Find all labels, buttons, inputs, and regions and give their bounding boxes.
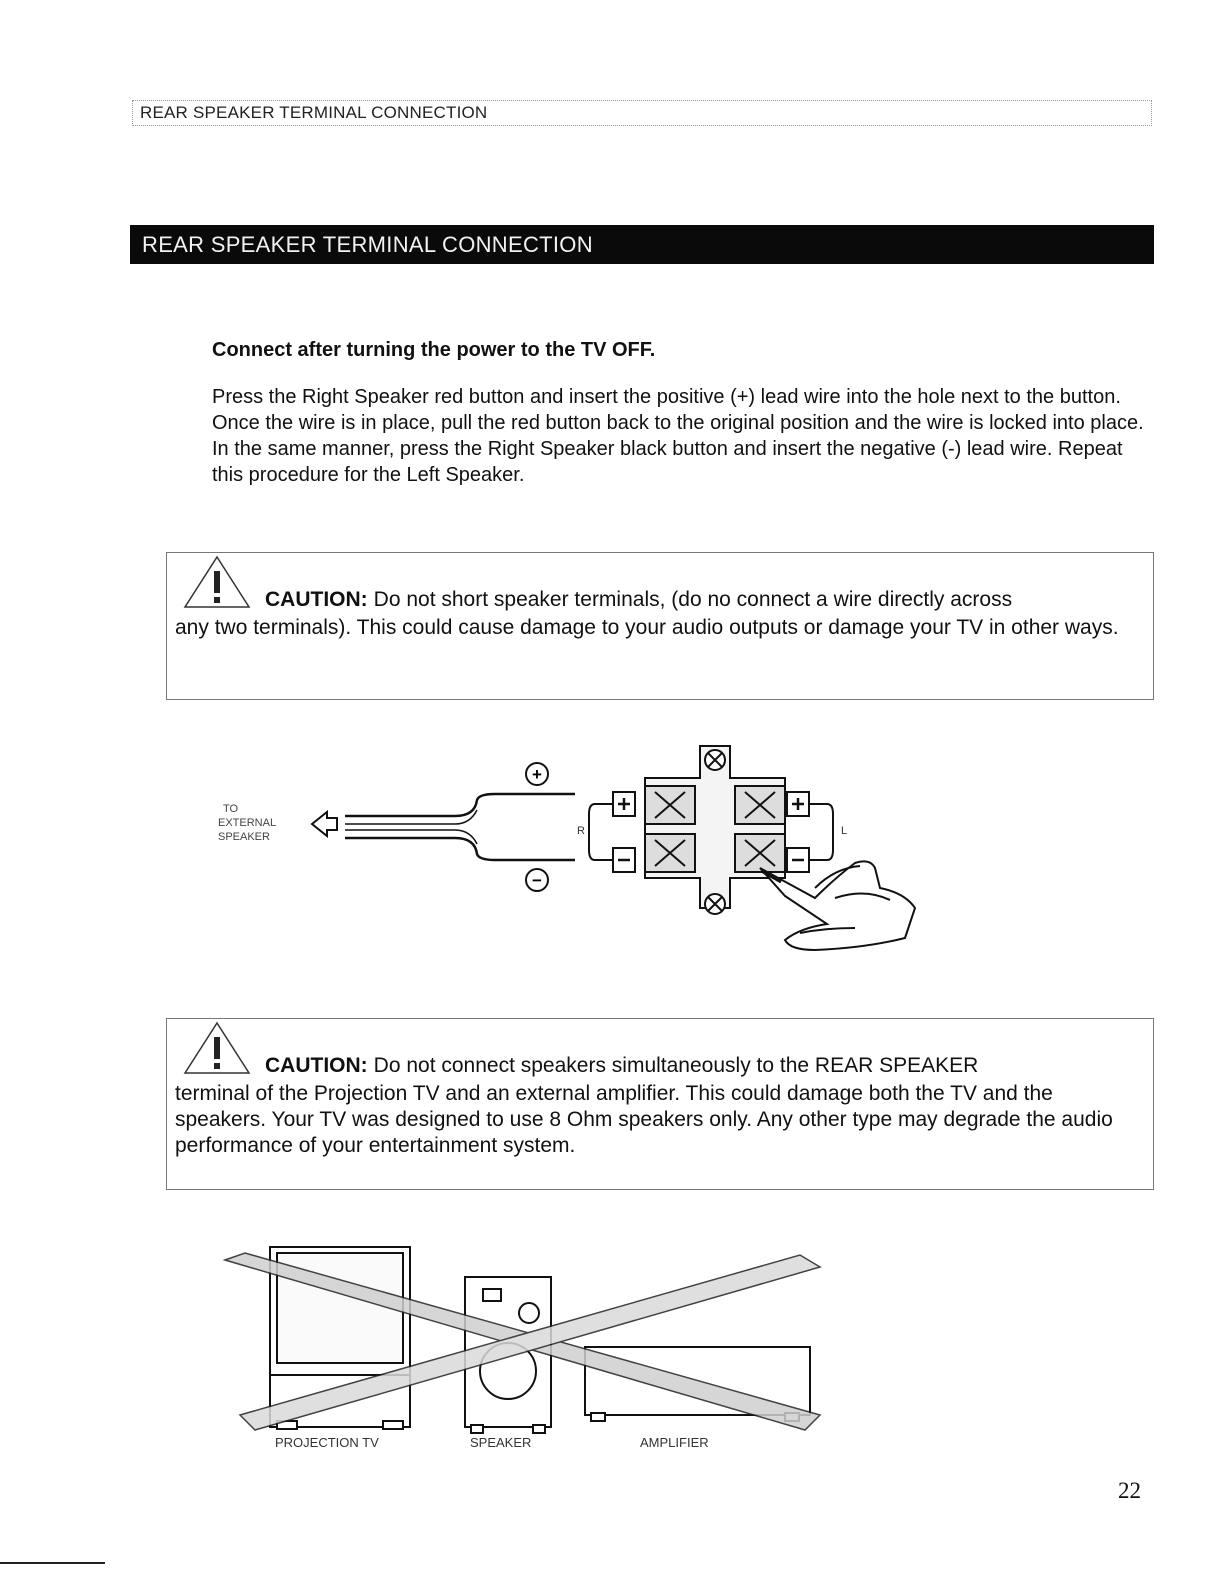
warning-triangle-icon (181, 1019, 253, 1077)
screw-icon (705, 894, 725, 914)
caution-text-rest: any two terminals). This could cause damage to your audio outputs or damage your TV in other ways. (175, 616, 1119, 639)
external-label: EXTERNAL (218, 817, 277, 829)
projection-tv-label: PROJECTION TV (275, 1435, 379, 1450)
caution-label: CAUTION: (265, 1054, 368, 1077)
minus-symbol: − (532, 871, 542, 890)
caution-box-amplifier (166, 1018, 1154, 1190)
page-number: 22 (1118, 1478, 1141, 1503)
caution-label: CAUTION: (265, 588, 368, 611)
caution-box-terminals (166, 552, 1154, 700)
instruction-body: Press the Right Speaker red button and insert the positive (+) lead wire into the hole next to the button. Once the wire is in place, pull the red button back to the original position and the wire is locked into place. In the same manner, press the Right Speaker black button and insert the negative (-) lead wire. Repeat this procedure for the Left Speaker. (212, 386, 1144, 486)
amplifier-label: AMPLIFIER (640, 1435, 709, 1450)
screw-icon (705, 750, 725, 770)
running-header: REAR SPEAKER TERMINAL CONNECTION (132, 100, 1152, 126)
instruction-lead: Connect after turning the power to the TV OFF. (212, 339, 656, 361)
l-label: L (841, 825, 848, 837)
prohibited-connection-diagram (215, 1225, 845, 1450)
r-label: R (577, 825, 585, 837)
caution-text-first-line: Do not short speaker terminals, (do no connect a wire directly across (373, 588, 1013, 611)
section-title-bar: REAR SPEAKER TERMINAL CONNECTION (130, 225, 1154, 264)
left-arrow-icon (312, 812, 337, 836)
footer-rule (0, 1562, 105, 1564)
warning-triangle-icon (181, 553, 253, 611)
speaker-label: SPEAKER (218, 831, 270, 843)
caution-text-rest: terminal of the Projection TV and an external amplifier. This could damage both the TV and the speakers. Your TV was designed to use 8 Ohm speakers only. Any other type may degrade the audio performance of your entertainment system. (175, 1082, 1113, 1157)
to-label: TO (223, 803, 239, 815)
terminal-connection-diagram (215, 728, 955, 968)
caution-text-first-line: Do not connect speakers simultaneously to the REAR SPEAKER (373, 1054, 979, 1077)
speaker-label: SPEAKER (470, 1435, 532, 1450)
plus-symbol: + (532, 765, 542, 784)
